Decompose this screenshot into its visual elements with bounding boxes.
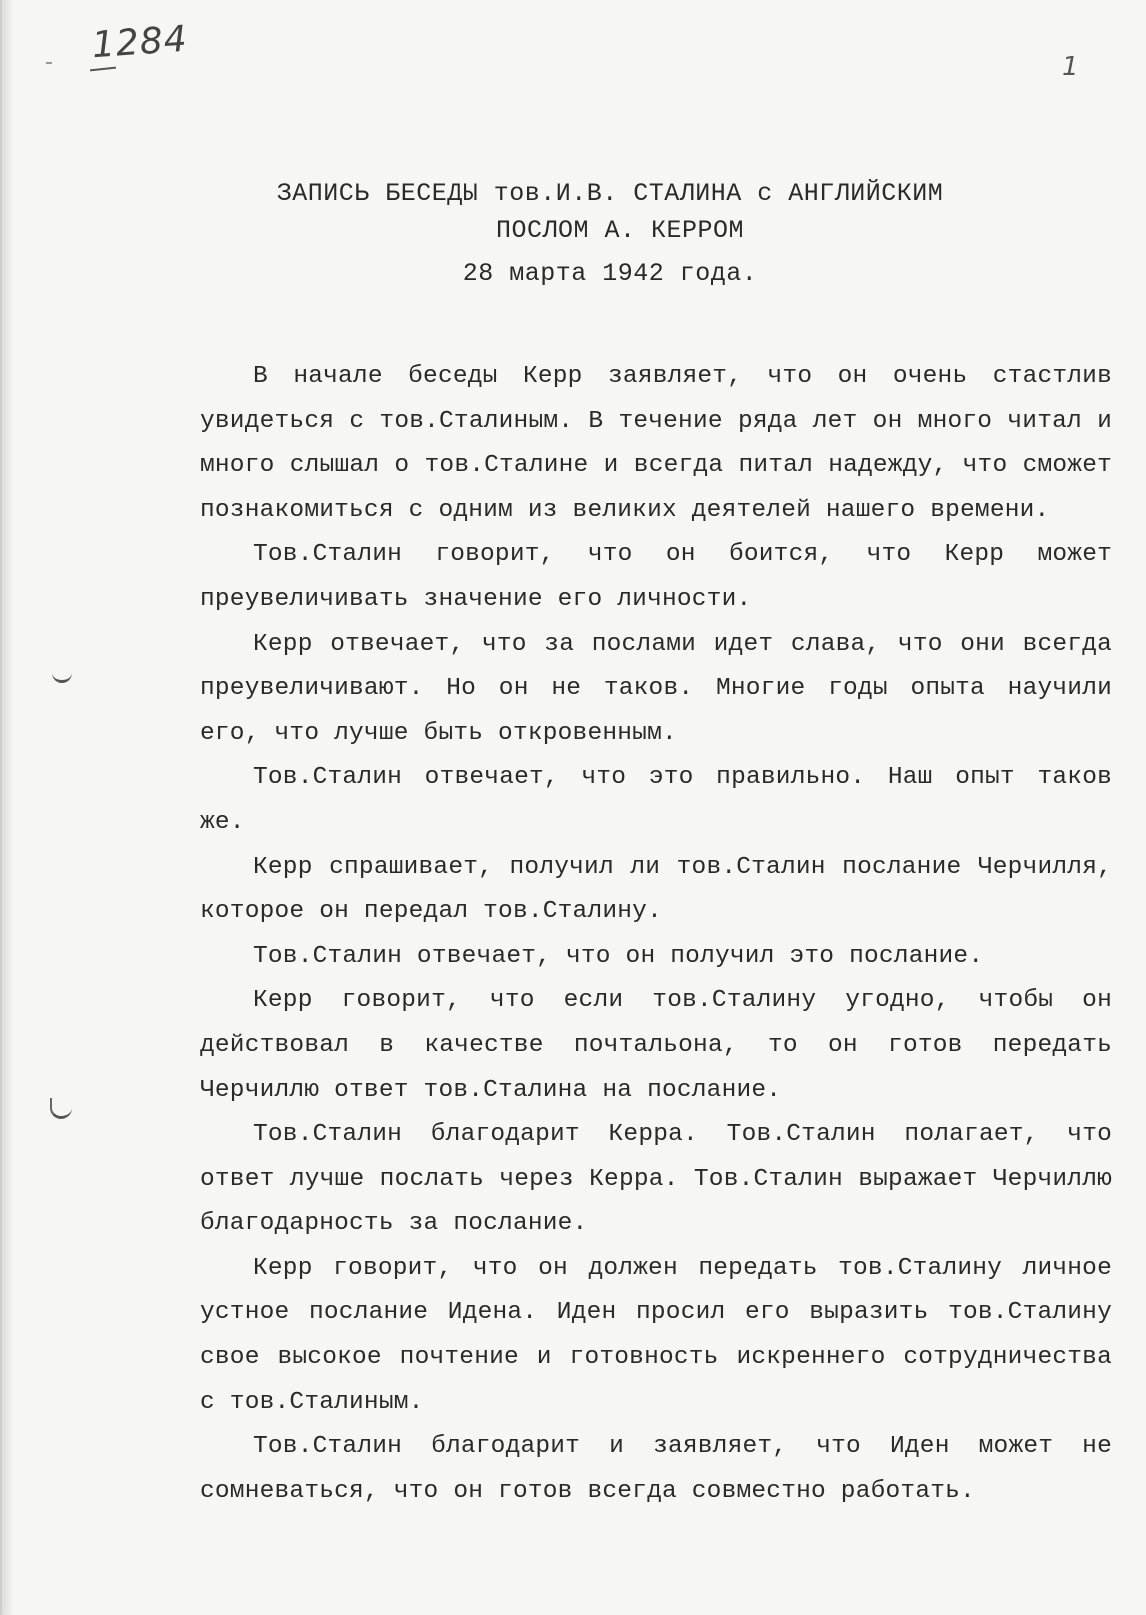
- paragraph: Тов.Сталин благодарит и заявляет, что Иден может не сомневаться, что он готов всегда совместно работать.: [200, 1433, 1112, 1505]
- title-line-1: ЗАПИСЬ БЕСЕДЫ тов.И.В. СТАЛИНА с АНГЛИЙСКИМ: [276, 179, 944, 208]
- document-title: [200, 175, 1020, 292]
- paragraph: Тов.Сталин говорит, что он боится, что Керр может преувеличивать значение его личности.: [200, 541, 1112, 613]
- page-number: 1: [1062, 52, 1079, 82]
- archive-number-underline: [90, 67, 116, 72]
- document-date: 28 марта 1942 года.: [462, 259, 758, 288]
- paragraph: Керр отвечает, что за послами идет слава, что они всегда преувеличивают. Но он не таков. Многие годы опыта научили его, что лучше быть откровенным.: [200, 630, 1112, 747]
- paragraph: Керр говорит, что если тов.Сталину угодно, чтобы он действовал в качестве почтальона, то он готов передать Черчиллю ответ тов.Сталина на послание.: [200, 987, 1112, 1104]
- document-body: [200, 355, 1112, 1514]
- paragraph: Тов.Сталин отвечает, что это правильно. Наш опыт таков же.: [200, 764, 1112, 836]
- punch-hole-mark-upper: [52, 666, 72, 683]
- margin-tick-mark: [46, 62, 52, 64]
- title-line-2: ПОСЛОМ А. КЕРРОМ: [495, 216, 745, 245]
- paragraph: Керр спрашивает, получил ли тов.Сталин послание Черчилля, которое он передал тов.Сталину.: [200, 853, 1112, 926]
- page-edge-shadow: [0, 0, 14, 1615]
- archive-number: 1284: [90, 18, 189, 67]
- paragraph: Тов.Сталин благодарит Керра. Тов.Сталин полагает, что ответ лучше послать через Керра. Тов.Сталин выражает Черчиллю благодарность за послание.: [200, 1121, 1112, 1238]
- paragraph: Керр говорит, что он должен передать тов.Сталину личное устное послание Идена. Иден просил его выразить тов.Сталину свое высокое почтение и готовность искреннего сотрудничества с тов.Сталиным.: [200, 1254, 1112, 1416]
- paragraph: В начале беседы Керр заявляет, что он очень стастлив увидеться с тов.Сталиным. В течение ряда лет он много читал и много слышал о тов.Сталине и всегда питал надежду, что сможет познакомиться с одним из великих деятелей нашего времени.: [200, 363, 1112, 524]
- page-edge-line: [0, 0, 2, 1615]
- paragraph: Тов.Сталин отвечает, что он получил это послание.: [253, 942, 984, 970]
- punch-hole-mark-lower: [50, 1098, 72, 1119]
